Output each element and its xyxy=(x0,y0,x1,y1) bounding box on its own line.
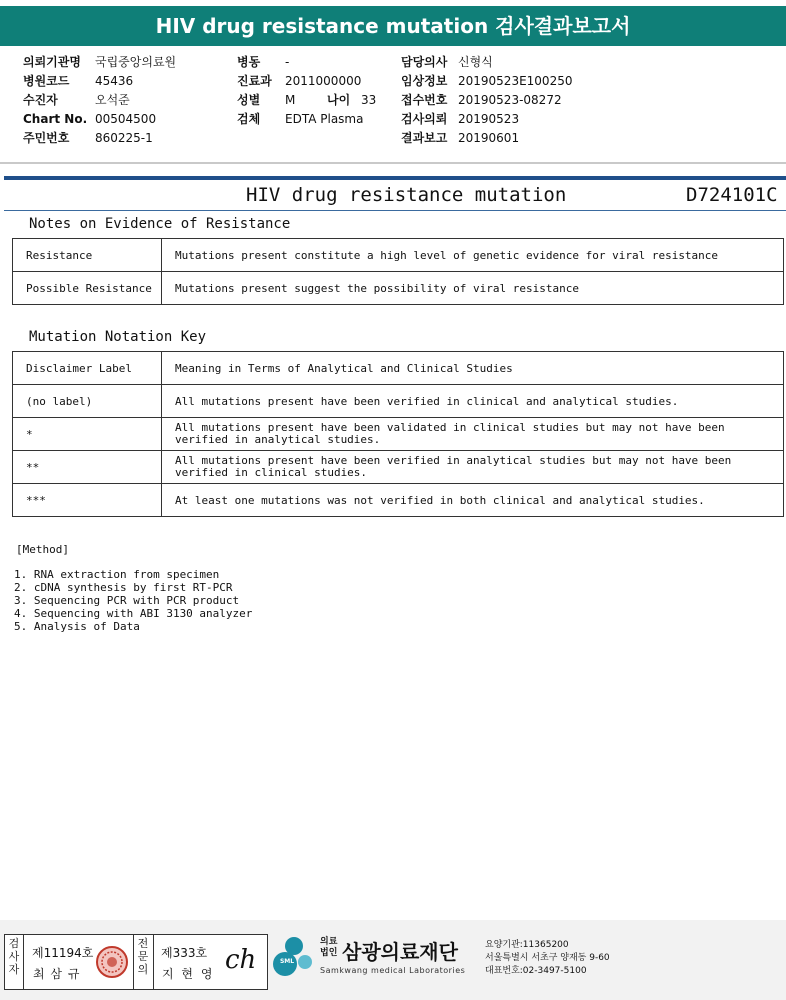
info-value: 00504500 xyxy=(95,112,157,126)
info-label: 의뢰기관명 xyxy=(23,55,81,69)
info-label: 주민번호 xyxy=(23,131,70,145)
info-row xyxy=(237,91,397,110)
key-text-cell: All mutations present have been verified in clinical and analytical studies. xyxy=(162,385,784,418)
sml-logo-badge: SML xyxy=(279,958,295,965)
notes-heading: Notes on Evidence of Resistance xyxy=(29,216,291,232)
table-row xyxy=(13,418,784,451)
key-header-text: Meaning in Terms of Analytical and Clinical Studies xyxy=(162,352,784,385)
key-text-cell: All mutations present have been verified in analytical studies but may not have been verified in clinical studies. xyxy=(162,451,784,484)
org-name: 삼광의료재단 xyxy=(342,940,458,964)
info-label: 검체 xyxy=(237,112,261,126)
info-row xyxy=(401,91,601,110)
info-row xyxy=(401,129,601,148)
info-label: 성별 xyxy=(237,93,261,107)
key-text-cell: All mutations present have been validated in clinical studies but may not have been verified in analytical studies. xyxy=(162,418,784,451)
info-value: 20190523E100250 xyxy=(458,74,573,88)
header-divider xyxy=(0,162,786,164)
notes-label-cell: Resistance xyxy=(13,239,162,272)
info-row xyxy=(23,129,223,148)
key-label-cell: *** xyxy=(13,484,162,517)
method-step: 4. Sequencing with ABI 3130 analyzer xyxy=(14,607,253,620)
patient-info-col3 xyxy=(401,53,601,148)
info-label: 병원코드 xyxy=(23,74,70,88)
info-value: EDTA Plasma xyxy=(285,112,364,126)
signature: ch xyxy=(225,945,257,975)
org-contact xyxy=(485,939,610,978)
info-label: 결과보고 xyxy=(401,131,448,145)
info-row xyxy=(237,53,397,72)
info-label: Chart No. xyxy=(23,112,88,126)
section-title-underline xyxy=(4,210,786,211)
section-title: HIV drug resistance mutation xyxy=(246,184,567,206)
notes-table xyxy=(12,238,784,305)
method-step: 3. Sequencing PCR with PCR product xyxy=(14,594,240,607)
info-value: 45436 xyxy=(95,74,134,88)
info-row xyxy=(23,91,223,110)
reviewer-license: 제333호 xyxy=(161,946,208,960)
key-text-cell: At least one mutations was not verified in both clinical and analytical studies. xyxy=(162,484,784,517)
info-row xyxy=(23,53,223,72)
org-code: 요양기관:11365200 xyxy=(485,940,569,950)
method-heading: [Method] xyxy=(16,543,69,556)
info-label: 수진자 xyxy=(23,93,58,107)
info-label: 검사의뢰 xyxy=(401,112,448,126)
seal-stamp-icon xyxy=(95,945,129,979)
age-value: 33 xyxy=(361,93,377,107)
info-row xyxy=(401,72,601,91)
table-row xyxy=(13,239,784,272)
key-heading: Mutation Notation Key xyxy=(29,329,207,345)
method-step: 2. cDNA synthesis by first RT-PCR xyxy=(14,581,233,594)
table-row xyxy=(13,272,784,305)
signature-box xyxy=(4,934,268,990)
divider xyxy=(23,935,24,989)
info-value: 신형식 xyxy=(458,55,493,69)
info-row xyxy=(237,72,397,91)
reviewer-label xyxy=(134,937,152,976)
org-type-line2: 법인 xyxy=(320,948,338,958)
key-header-label: Disclaimer Label xyxy=(13,352,162,385)
org-address: 서울특별시 서초구 양재동 9-60 xyxy=(485,953,610,963)
org-type-line1: 의료 xyxy=(320,937,338,947)
info-label: 진료과 xyxy=(237,74,272,88)
examiner-label xyxy=(5,937,23,976)
report-title-banner xyxy=(0,6,786,46)
info-value: 2011000000 xyxy=(285,74,362,88)
method-step: 1. RNA extraction from specimen xyxy=(14,568,220,581)
examiner-name: 최 삼 규 xyxy=(33,967,81,981)
table-header-row xyxy=(13,352,784,385)
org-phone: 대표번호:02-3497-5100 xyxy=(485,966,587,976)
key-table xyxy=(12,351,784,517)
reviewer-name: 지 현 영 xyxy=(162,967,215,981)
key-label-cell: ** xyxy=(13,451,162,484)
key-label-cell: (no label) xyxy=(13,385,162,418)
examiner-license: 제11194호 xyxy=(32,946,94,960)
patient-info-col2 xyxy=(237,53,397,129)
info-value: M xyxy=(285,93,296,107)
info-row xyxy=(23,72,223,91)
info-value: 오석준 xyxy=(95,93,130,107)
examiner-label-text: 검사자 xyxy=(8,937,20,976)
info-value: 20190601 xyxy=(458,131,520,145)
notes-text-cell: Mutations present constitute a high level of genetic evidence for viral resistance xyxy=(162,239,784,272)
report-title: HIV drug resistance mutation 검사결과보고서 xyxy=(155,14,631,38)
reviewer-label-text: 전문의 xyxy=(137,937,149,976)
patient-info-col1 xyxy=(23,53,223,148)
section-code: D724101C xyxy=(686,184,778,206)
info-label: 임상정보 xyxy=(401,74,448,88)
table-row xyxy=(13,385,784,418)
info-value: 860225-1 xyxy=(95,131,153,145)
notes-label-cell: Possible Resistance xyxy=(13,272,162,305)
info-value: 국립중앙의료원 xyxy=(95,55,177,69)
table-row xyxy=(13,484,784,517)
org-type xyxy=(320,937,337,959)
divider xyxy=(153,935,154,989)
info-value: 20190523-08272 xyxy=(458,93,562,107)
info-label: 병동 xyxy=(237,55,261,69)
org-name-en: Samkwang medical Laboratories xyxy=(320,966,466,975)
method-step: 5. Analysis of Data xyxy=(14,620,140,633)
info-row xyxy=(23,110,223,129)
info-row xyxy=(401,53,601,72)
info-row xyxy=(237,110,397,129)
info-value: 20190523 xyxy=(458,112,520,126)
info-label: 접수번호 xyxy=(401,93,448,107)
info-row xyxy=(401,110,601,129)
age-label: 나이 xyxy=(327,93,351,107)
notes-text-cell: Mutations present suggest the possibility of viral resistance xyxy=(162,272,784,305)
table-row xyxy=(13,451,784,484)
info-value: - xyxy=(285,55,290,69)
key-label-cell: * xyxy=(13,418,162,451)
section-rule xyxy=(4,176,786,180)
method-steps xyxy=(14,568,252,633)
info-label: 담당의사 xyxy=(401,55,448,69)
